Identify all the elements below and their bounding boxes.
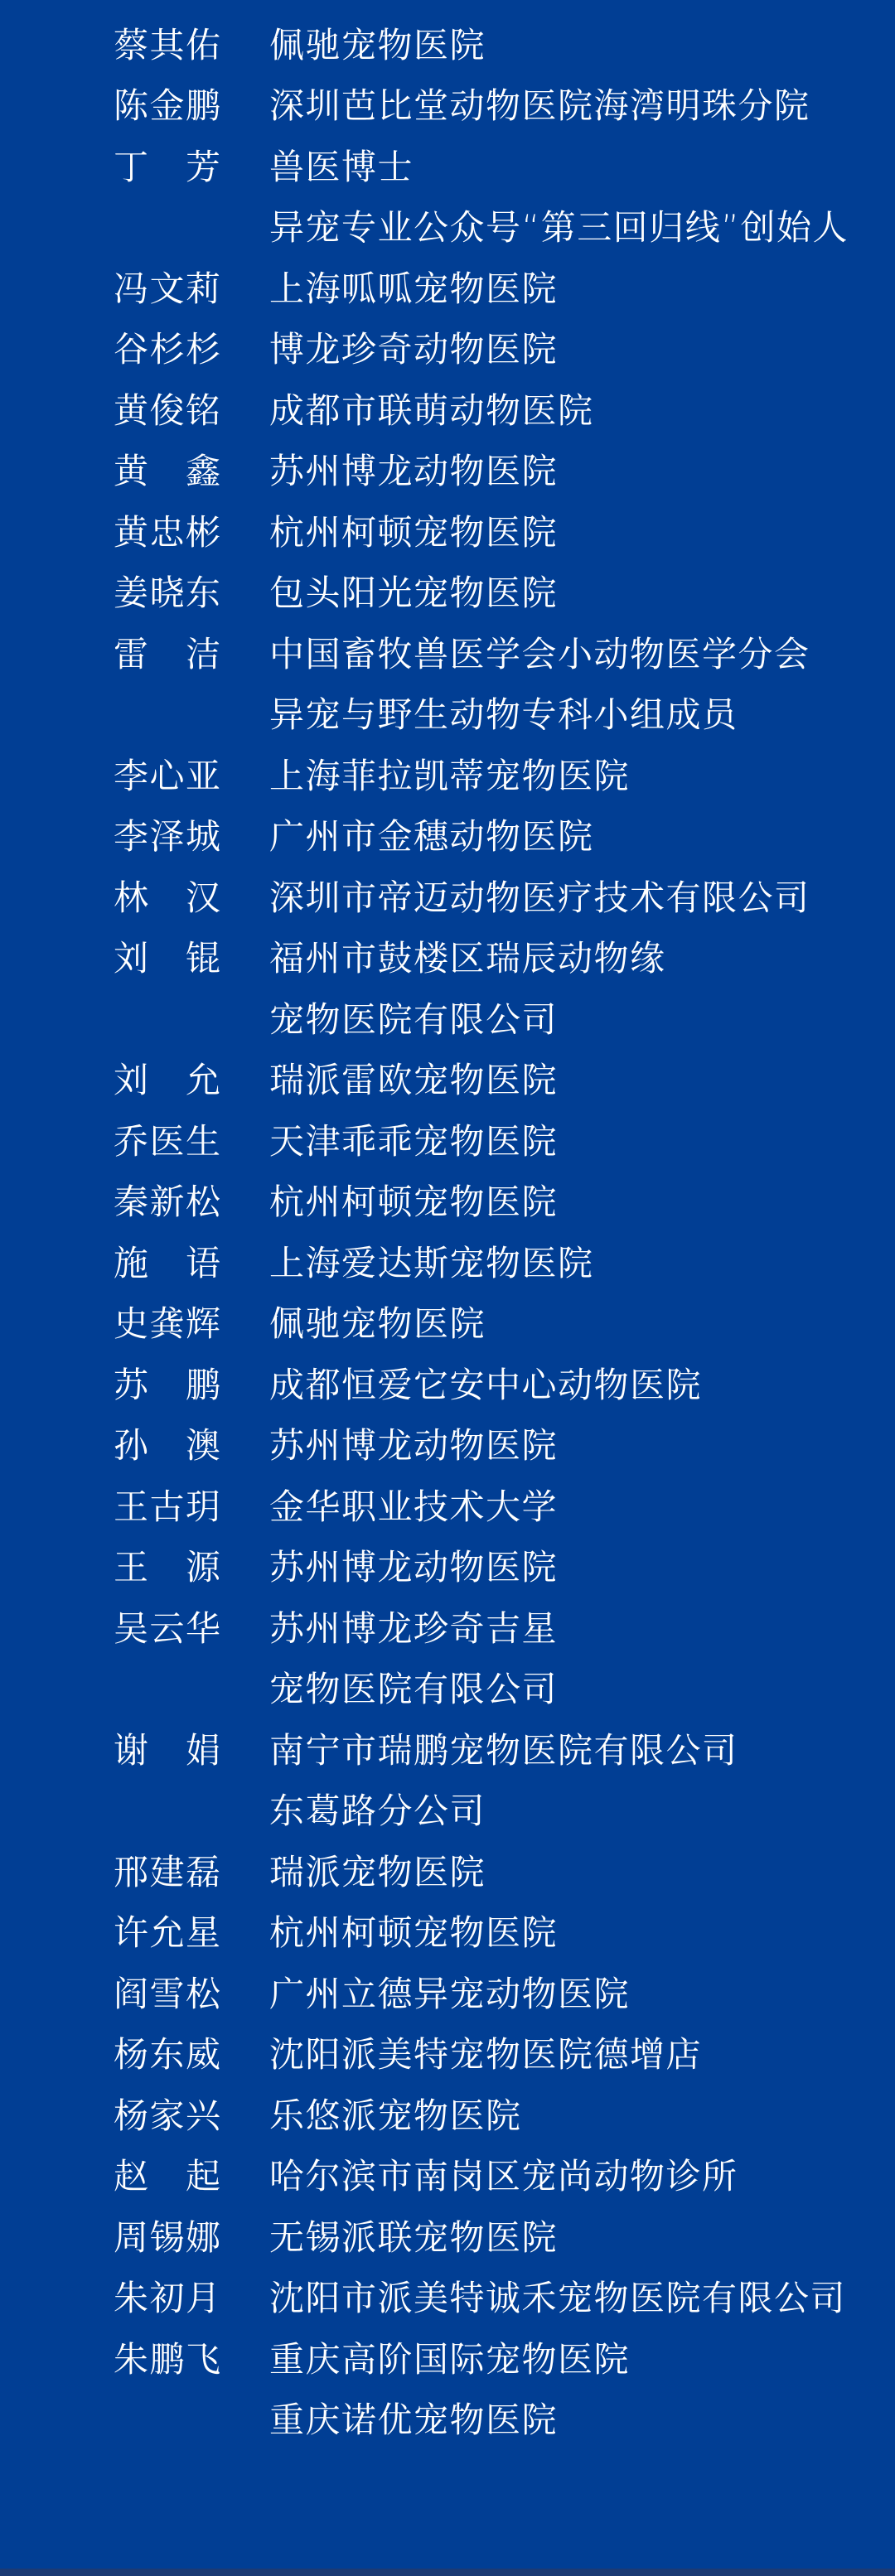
affiliation: 苏州博龙珍奇吉星	[269, 1607, 559, 1649]
person-name: 丁 芳	[114, 146, 222, 187]
person-name: 苏 鹏	[114, 1364, 222, 1405]
affiliation: 乐悠派宠物医院	[269, 2095, 522, 2136]
affiliation: 沈阳市派美特诚禾宠物医院有限公司	[269, 2278, 847, 2319]
affiliation: 博龙珍奇动物医院	[269, 329, 559, 370]
person-name: 秦新松	[114, 1182, 222, 1223]
affiliation: 成都市联萌动物医院	[269, 389, 594, 431]
list-item-continuation	[0, 685, 895, 747]
affiliation: 福州市鼓楼区瑞辰动物缘	[269, 938, 666, 979]
person-name: 李心亚	[114, 755, 222, 796]
list-item	[0, 1964, 895, 2025]
list-item	[0, 1903, 895, 1965]
person-name: 王古玥	[114, 1486, 222, 1527]
person-name: 周锡娜	[114, 2216, 222, 2258]
bottom-edge-strip	[0, 2569, 895, 2576]
person-name: 邢建磊	[114, 1851, 222, 1892]
person-name: 谷杉杉	[114, 329, 222, 370]
person-name: 刘 锟	[114, 938, 222, 979]
affiliation: 杭州柯顿宠物医院	[269, 511, 559, 553]
list-item	[0, 746, 895, 807]
list-item	[0, 1416, 895, 1477]
affiliation: 宠物医院有限公司	[269, 1669, 559, 1710]
person-name: 施 语	[114, 1242, 222, 1283]
list-item	[0, 259, 895, 320]
affiliation: 深圳芭比堂动物医院海湾明珠分院	[269, 85, 810, 127]
list-item	[0, 868, 895, 929]
affiliation: 苏州博龙动物医院	[269, 1425, 559, 1467]
affiliation: 佩驰宠物医院	[269, 1303, 486, 1345]
person-name: 黄忠彬	[114, 511, 222, 553]
list-item	[0, 1172, 895, 1234]
person-name: 雷 洁	[114, 633, 222, 674]
person-name: 吴云华	[114, 1607, 222, 1649]
person-name: 姜晓东	[114, 573, 222, 614]
affiliation: 异宠专业公众号“第三回归线”创始人	[269, 207, 849, 249]
affiliation: 杭州柯顿宠物医院	[269, 1182, 559, 1223]
list-item	[0, 807, 895, 868]
affiliation: 苏州博龙动物医院	[269, 1547, 559, 1588]
list-item	[0, 2269, 895, 2330]
affiliation: 异宠与野生动物专科小组成员	[269, 694, 738, 736]
list-item-continuation	[0, 989, 895, 1051]
affiliation: 包头阳光宠物医院	[269, 573, 559, 614]
person-name: 乔医生	[114, 1120, 222, 1162]
affiliation: 杭州柯顿宠物医院	[269, 1912, 559, 1954]
affiliation: 无锡派联宠物医院	[269, 2216, 559, 2258]
list-item	[0, 1111, 895, 1172]
affiliation: 天津乖乖宠物医院	[269, 1120, 559, 1162]
list-item	[0, 1355, 895, 1416]
person-name: 黄俊铭	[114, 389, 222, 431]
list-item	[0, 15, 895, 76]
person-name: 史龚辉	[114, 1303, 222, 1345]
affiliation: 南宁市瑞鹏宠物医院有限公司	[269, 1729, 738, 1771]
list-item	[0, 929, 895, 990]
list-item	[0, 76, 895, 138]
affiliation: 金华职业技术大学	[269, 1486, 559, 1527]
affiliation: 东葛路分公司	[269, 1791, 486, 1832]
affiliation: 深圳市帝迈动物医疗技术有限公司	[269, 877, 810, 918]
person-name: 朱鹏飞	[114, 2338, 222, 2380]
affiliation: 上海爱达斯宠物医院	[269, 1242, 594, 1283]
affiliation: 重庆高阶国际宠物医院	[269, 2338, 631, 2380]
affiliation: 上海菲拉凯蒂宠物医院	[269, 755, 631, 796]
list-item	[0, 2207, 895, 2269]
person-name: 李泽城	[114, 816, 222, 858]
affiliation: 上海呱呱宠物医院	[269, 268, 559, 309]
affiliation: 兽医博士	[269, 146, 414, 187]
list-item-continuation	[0, 198, 895, 259]
person-name: 孙 澳	[114, 1425, 222, 1467]
list-item	[0, 442, 895, 503]
person-name: 朱初月	[114, 2278, 222, 2319]
affiliation: 重庆诺优宠物医院	[269, 2400, 559, 2441]
affiliation: 宠物医院有限公司	[269, 998, 559, 1040]
affiliation: 佩驰宠物医院	[269, 24, 486, 65]
affiliation: 广州市金穗动物医院	[269, 816, 594, 858]
list-item	[0, 624, 895, 685]
person-name: 刘 允	[114, 1060, 222, 1101]
affiliation: 中国畜牧兽医学会小动物医学分会	[269, 633, 810, 674]
list-item	[0, 502, 895, 563]
affiliation: 沈阳派美特宠物医院德增店	[269, 2034, 703, 2076]
list-item	[0, 2025, 895, 2086]
list-item	[0, 1842, 895, 1903]
list-item	[0, 2085, 895, 2147]
list-item-continuation	[0, 1781, 895, 1843]
person-name: 阎雪松	[114, 1973, 222, 2014]
list-item	[0, 2147, 895, 2208]
list-item	[0, 1538, 895, 1599]
person-name: 黄 鑫	[114, 451, 222, 492]
list-item-continuation	[0, 2390, 895, 2452]
affiliation: 苏州博龙动物医院	[269, 451, 559, 492]
person-name: 杨家兴	[114, 2095, 222, 2136]
affiliation: 瑞派雷欧宠物医院	[269, 1060, 559, 1101]
person-name: 陈金鹏	[114, 85, 222, 127]
affiliation: 广州立德异宠动物医院	[269, 1973, 631, 2014]
list-item	[0, 137, 895, 198]
person-name: 冯文莉	[114, 268, 222, 309]
person-name: 林 汉	[114, 877, 222, 918]
affiliation: 瑞派宠物医院	[269, 1851, 486, 1892]
list-item	[0, 2329, 895, 2390]
person-name: 王 源	[114, 1547, 222, 1588]
affiliation: 成都恒爱它安中心动物医院	[269, 1364, 703, 1405]
list-item	[0, 1051, 895, 1112]
person-name: 杨东威	[114, 2034, 222, 2076]
person-name: 赵 起	[114, 2156, 222, 2197]
list-item	[0, 1720, 895, 1781]
list-item	[0, 320, 895, 381]
list-item	[0, 380, 895, 442]
list-item-continuation	[0, 1660, 895, 1721]
person-name: 谢 娟	[114, 1729, 222, 1771]
person-name: 许允星	[114, 1912, 222, 1954]
list-item	[0, 1233, 895, 1294]
list-item	[0, 1598, 895, 1660]
list-item	[0, 1294, 895, 1356]
list-item	[0, 563, 895, 625]
affiliation: 哈尔滨市南岗区宠尚动物诊所	[269, 2156, 738, 2197]
person-name: 蔡其佑	[114, 24, 222, 65]
list-item	[0, 1476, 895, 1538]
